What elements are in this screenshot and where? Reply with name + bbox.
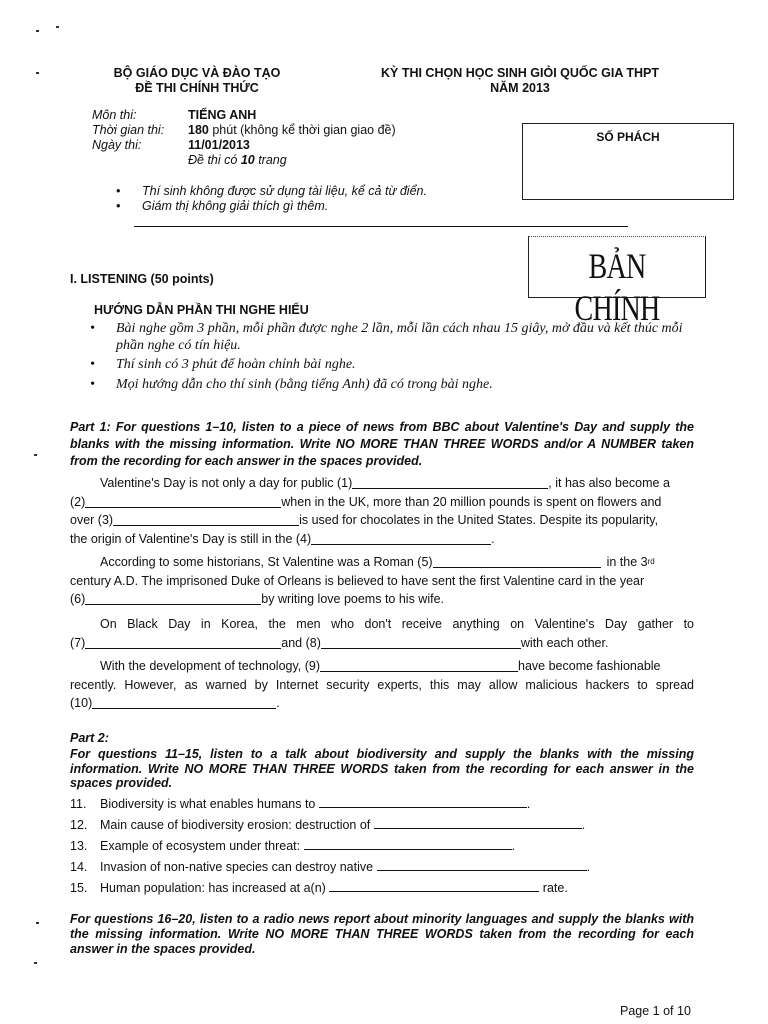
- guide-item: • Mọi hướng dẫn cho thí sinh (bằng tiếng Anh) đã có trong bài nghe.: [90, 376, 700, 393]
- divider-line: [134, 226, 628, 227]
- question-item: 14. Invasion of non-native species can destroy native .: [70, 860, 591, 874]
- note-item: • Giám thị không giải thích gì thêm.: [116, 199, 536, 214]
- scan-speck: [56, 26, 59, 28]
- pages-prefix: Đề thi có: [188, 153, 241, 167]
- exam-notes: [116, 184, 536, 214]
- exam-title: KỲ THI CHỌN HỌC SINH GIỎI QUỐC GIA THPT: [380, 66, 659, 80]
- guide-title: HƯỚNG DẪN PHẦN THI NGHE HIỂU: [94, 303, 309, 317]
- part3-instruction: For questions 16–20, listen to a radio news report about minority languages and supply the blanks with the missing information. Write NO MORE THAN THREE WORDS taken from the recording for each answer in the spaces provided.: [70, 912, 694, 956]
- guide-list: [90, 320, 700, 393]
- so-phach-box: [522, 123, 734, 200]
- part2-title: Part 2:: [70, 731, 109, 745]
- blank-5[interactable]: [433, 556, 601, 568]
- blank-14[interactable]: [377, 859, 587, 871]
- part1-paragraph-3: On Black Day in Korea, the men who don't receive anything on Valentine's Day gather to (7) and (8) with each other.: [70, 617, 694, 650]
- section-title: I. LISTENING (50 points): [70, 272, 214, 286]
- question-item: 15. Human population: has increased at a(n) rate.: [70, 881, 568, 895]
- scan-speck: [34, 454, 37, 456]
- question-item: 13. Example of ecosystem under threat: .: [70, 839, 516, 853]
- blank-12[interactable]: [374, 817, 582, 829]
- blank-3[interactable]: [113, 514, 299, 526]
- blank-13[interactable]: [304, 838, 512, 850]
- exam-year: NĂM 2013: [490, 81, 550, 95]
- question-item: 11. Biodiversity is what enables humans to .: [70, 797, 531, 811]
- so-phach-label: SỐ PHÁCH: [596, 130, 660, 144]
- part1-instruction: Part 1: For questions 1–10, listen to a piece of news from BBC about Valentine's Day and supply the blanks with the missing information. Write NO MORE THAN THREE WORDS and/or A NUMBER taken from the recording for each answer in the spaces provided.: [70, 420, 694, 468]
- ministry-name: BỘ GIÁO DỤC VÀ ĐÀO TẠO: [113, 66, 281, 80]
- scan-speck: [34, 962, 37, 964]
- blank-1[interactable]: [352, 477, 548, 489]
- blank-9[interactable]: [320, 660, 518, 672]
- blank-11[interactable]: [319, 796, 527, 808]
- time-note: phút (không kể thời gian giao đề): [208, 123, 396, 137]
- subject-label: Môn thi:: [92, 108, 137, 122]
- part1-paragraph-4: With the development of technology, (9) have become fashionable recently. However, as warned by Internet security experts, this may allow malicious hackers to spread (10) .: [70, 659, 694, 710]
- ban-chinh-stamp: [528, 236, 706, 328]
- subject-value: TIẾNG ANH: [188, 108, 257, 122]
- question-item: 12. Main cause of biodiversity erosion: destruction of .: [70, 818, 586, 832]
- pages-count: 10: [240, 153, 255, 167]
- blank-7[interactable]: [85, 637, 281, 649]
- time-value: 180: [188, 123, 209, 137]
- header-right: [340, 66, 700, 96]
- blank-10[interactable]: [92, 697, 276, 709]
- blank-6[interactable]: [85, 593, 261, 605]
- stamp-text: BẢN CHÍNH: [574, 246, 660, 328]
- blank-4[interactable]: [311, 533, 491, 545]
- scan-speck: [36, 922, 39, 924]
- guide-item: • Thí sinh có 3 phút để hoàn chỉnh bài nghe.: [90, 356, 700, 373]
- date-label: Ngày thi:: [92, 138, 142, 152]
- part2-instruction: For questions 11–15, listen to a talk about biodiversity and supply the blanks with the missing information. Write NO MORE THAN THREE WORDS taken from the recording for each answer in the spaces provided.: [70, 747, 694, 790]
- part2-questions: [70, 794, 590, 899]
- blank-8[interactable]: [321, 637, 521, 649]
- official-exam-label: ĐỀ THI CHÍNH THỨC: [135, 81, 259, 95]
- time-label: Thời gian thi:: [92, 123, 165, 137]
- guide-item: • Bài nghe gồm 3 phần, mỗi phần được nghe 2 lần, mỗi lần cách nhau 15 giây, mở đầu và kết thúc mỗi phần nghe có tín hiệu.: [90, 320, 700, 354]
- blank-15[interactable]: [329, 880, 539, 892]
- part1-paragraph-2: According to some historians, St Valentine was a Roman (5) in the 3 rd century A.D. The imprisoned Duke of Orleans is believed to have sent the first Valentine card in the year (6) by writing love poems to his wife.: [70, 555, 655, 606]
- page-number: Page 1 of 10: [620, 1004, 691, 1018]
- blank-2[interactable]: [85, 496, 281, 508]
- exam-info: [92, 108, 396, 168]
- scan-speck: [36, 72, 39, 74]
- date-value: 11/01/2013: [188, 138, 250, 152]
- note-item: • Thí sinh không được sử dụng tài liệu, kể cả từ điển.: [116, 184, 536, 199]
- header-left: [92, 66, 302, 96]
- pages-suffix: trang: [254, 153, 287, 167]
- scan-speck: [36, 30, 39, 32]
- part1-paragraph-1: Valentine's Day is not only a day for public (1) , it has also become a (2) when in the UK, more than 20 million pounds is spent on flowers and over (3) is used for chocolates in the United States. Despite its popularity, the origin of Valentine's Day is still in the (4) .: [70, 476, 670, 546]
